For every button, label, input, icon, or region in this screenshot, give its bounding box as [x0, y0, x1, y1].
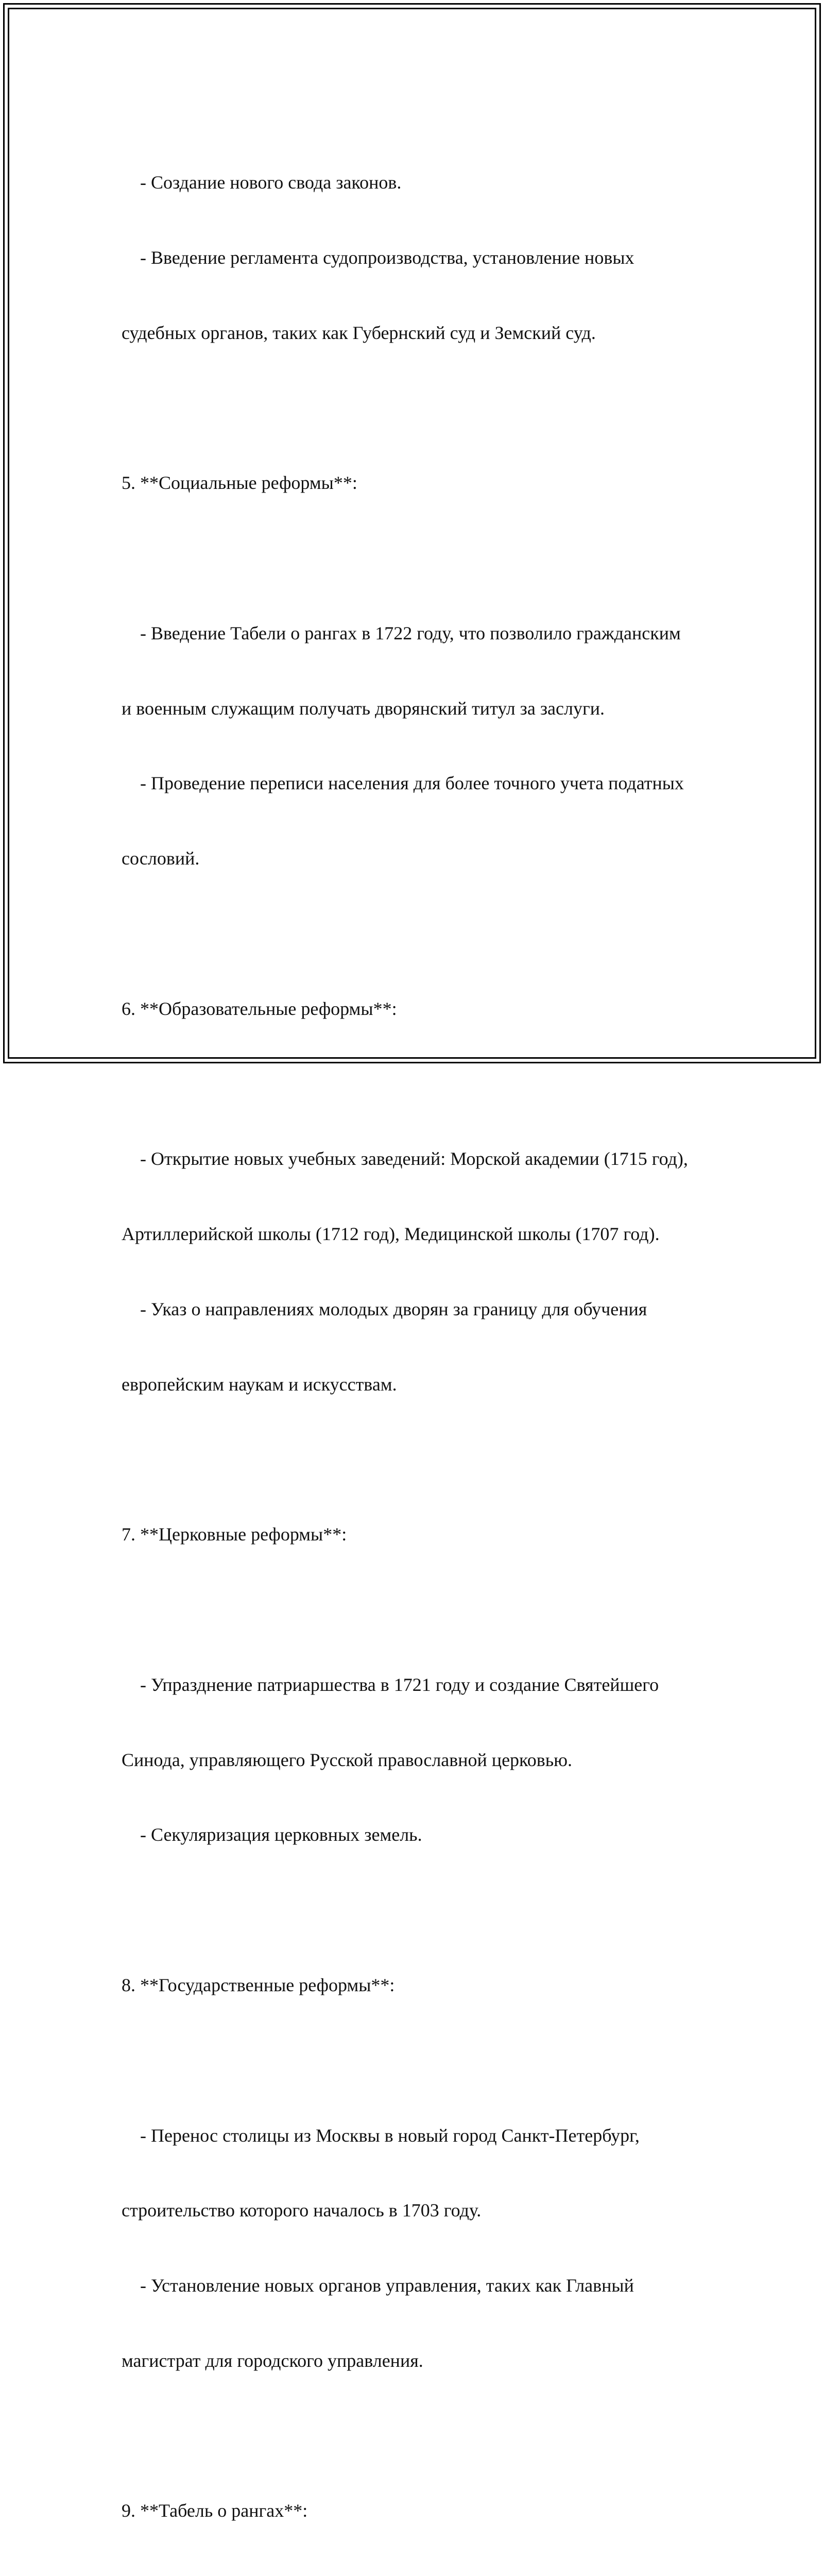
- section-heading: 5. **Социальные реформы**:: [122, 472, 357, 494]
- text-line: Синода, управляющего Русской православной церковью.: [122, 1749, 573, 1770]
- blank-line: [122, 396, 714, 421]
- section-heading: 6. **Образовательные реформы**:: [122, 998, 397, 1019]
- blank-line: [122, 2573, 714, 2576]
- document-body: [122, 120, 714, 2576]
- text-line: европейским наукам и искусствам.: [122, 1374, 397, 1395]
- blank-line: [122, 1072, 714, 1097]
- blank-line: [122, 546, 714, 571]
- text-line: - Создание нового свода законов.: [122, 172, 402, 193]
- text-line: строительство которого началось в 1703 году.: [122, 2200, 482, 2221]
- text-line: сословий.: [122, 848, 200, 869]
- text-line: - Введение Табели о рангах в 1722 году, что позволило гражданским: [122, 622, 681, 643]
- section-heading: 8. **Государственные реформы**:: [122, 1974, 395, 1995]
- text-line: магистрат для городского управления.: [122, 2350, 423, 2371]
- blank-line: [122, 1897, 714, 1923]
- text-line: - Установление новых органов управления, таких как Главный: [122, 2275, 634, 2296]
- text-line: - Проведение переписи населения для более точного учета податных: [122, 773, 684, 794]
- text-line: - Открытие новых учебных заведений: Морской академии (1715 год),: [122, 1148, 688, 1170]
- text-line: - Упразднение патриаршества в 1721 году и создание Святейшего: [122, 1674, 659, 1695]
- blank-line: [122, 921, 714, 946]
- blank-line: [122, 2048, 714, 2073]
- text-line: и военным служащим получать дворянский титул за заслуги.: [122, 698, 605, 719]
- text-line: - Введение регламента судопроизводства, установление новых: [122, 247, 634, 268]
- blank-line: [122, 2424, 714, 2449]
- blank-line: [122, 1447, 714, 1472]
- section-heading: 9. **Табель о рангах**:: [122, 2500, 308, 2521]
- text-line: судебных органов, таких как Губернский суд и Земский суд.: [122, 322, 596, 343]
- text-line: Артиллерийской школы (1712 год), Медицинской школы (1707 год).: [122, 1224, 660, 1245]
- section-heading: 7. **Церковные реформы**:: [122, 1524, 347, 1545]
- text-line: - Указ о направлениях молодых дворян за границу для обучения: [122, 1298, 647, 1319]
- text-line: - Секуляризация церковных земель.: [122, 1824, 422, 1845]
- blank-line: [122, 1597, 714, 1622]
- text-line: - Перенос столицы из Москвы в новый город Санкт-Петербург,: [122, 2125, 640, 2146]
